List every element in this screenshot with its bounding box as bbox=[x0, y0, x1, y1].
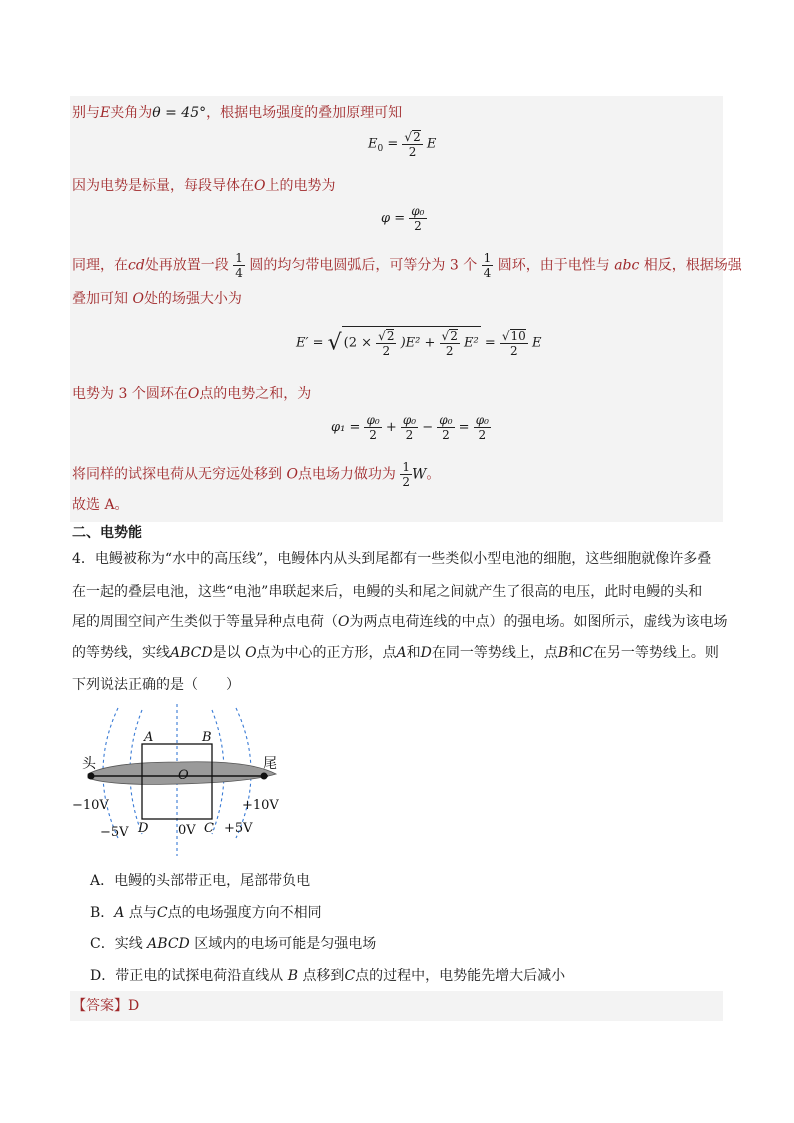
question-line-3: 尾的周围空间产生类似于等量异种点电荷（O为两点电荷连线的中点）的强电场。如图所示，虚线为该电场 bbox=[72, 614, 728, 630]
solution-line-6: 将同样的试探电荷从无穷远处移到 O点电场力做功为 $\frac{1}{2}$ W。 bbox=[72, 460, 441, 489]
question-line-5: 下列说法正确的是（ ） bbox=[72, 677, 240, 693]
label-plus-5v: +5V bbox=[224, 821, 253, 836]
label-0v: 0V bbox=[178, 823, 196, 838]
label-o: O bbox=[178, 768, 189, 783]
label-c: C bbox=[204, 821, 214, 836]
label-minus-10v: −10V bbox=[72, 798, 109, 813]
question-line-2: 在一起的叠层电池，这些“电池”串联起来后，电鳗的头和尾之间就产生了很高的电压，此时电鳗的头和 bbox=[72, 584, 703, 600]
option-c: C．实线 ABCD 区域内的电场可能是匀强电场 bbox=[90, 936, 377, 952]
question-line-1: 4．电鳗被称为“水中的高压线”，电鳗体内从头到尾都有一些类似小型电池的细胞，这些细胞就像许多叠 bbox=[72, 551, 712, 567]
label-b: B bbox=[202, 730, 212, 745]
option-b: B．A 点与C点的电场强度方向不相同 bbox=[90, 905, 322, 921]
label-a: A bbox=[144, 730, 154, 745]
tail-point bbox=[261, 773, 268, 780]
label-minus-5v: −5V bbox=[100, 825, 129, 840]
equation-e0: $E_0$ = $\frac{√2}{2}$ E bbox=[368, 130, 437, 159]
label-d: D bbox=[138, 821, 149, 836]
question-line-4: 的等势线，实线ABCD是以 O点为中心的正方形，点A和D在同一等势线上，点B和C在另一等势线上。则 bbox=[72, 645, 719, 661]
section-title: 二、电势能 bbox=[72, 525, 142, 541]
label-plus-10v: +10V bbox=[242, 798, 279, 813]
solution-line-4: 叠加可知 O处的场强大小为 bbox=[72, 291, 242, 307]
answer-line: 【答案】D bbox=[72, 998, 140, 1014]
label-head: 头 bbox=[82, 756, 96, 772]
option-a: A．电鳗的头部带正电，尾部带负电 bbox=[90, 873, 311, 889]
equation-e-prime: E′ = √ (2 × $\frac{√2}{2}$ )E² + $\frac{√2}{2}$ E² = $\frac{√10}{2}$ E bbox=[296, 326, 541, 359]
equation-phi: φ = $\frac{\text{φ₀}}{2}$ bbox=[381, 204, 425, 233]
option-d: D．带正电的试探电荷沿直线从 B 点移到C点的过程中，电势能先增大后减小 bbox=[90, 968, 566, 984]
head-point bbox=[88, 773, 95, 780]
solution-line-2: 因为电势是标量，每段导体在O上的电势为 bbox=[72, 178, 336, 194]
solution-line-1: 别与E夹角为θ = 45°，根据电场强度的叠加原理可知 bbox=[72, 105, 403, 121]
solution-panel bbox=[70, 96, 723, 522]
solution-conclusion: 故选 A。 bbox=[72, 497, 129, 513]
solution-line-3: 同理，在cd处再放置一段 $\frac{1}{4}$ 圆的均匀带电圆弧后，可等分为 3 个 $\frac{1}{4}$ 圆环，由于电性与 abc 相反，根据场强 bbox=[72, 251, 742, 280]
answer-panel bbox=[70, 991, 723, 1021]
solution-line-5: 电势为 3 个圆环在O点的电势之和，为 bbox=[72, 386, 312, 402]
label-tail: 尾 bbox=[263, 756, 277, 772]
eel-field-figure bbox=[70, 700, 290, 860]
equation-phi1: φ₁ = $\frac{\text{φ₀}}{2}$ + $\frac{\text{φ₀}}{2}$ − $\frac{\text{φ₀}}{2}$ = $\frac{\text{φ₀}}{2}$ bbox=[331, 413, 489, 442]
